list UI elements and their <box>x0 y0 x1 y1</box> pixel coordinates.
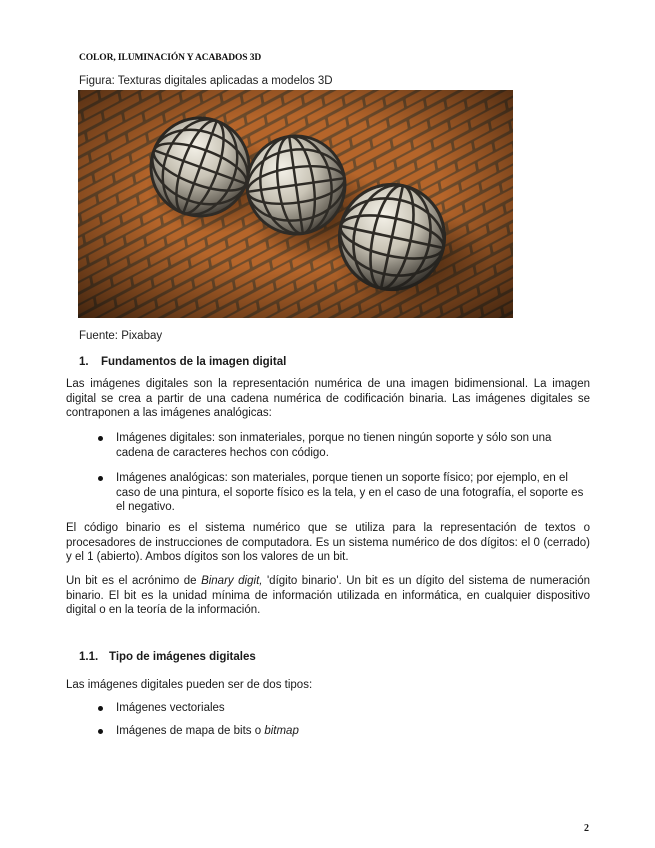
binary-code-paragraph: El código binario es el sistema numérico que se utiliza para la representación de textos o procesadores de instrucciones de computadora. Es un sistema numérico de dos dígitos: el 0 (cerrado) y el 1 (abierto). Ambos dígitos son los valores de un bit. <box>66 522 590 563</box>
figure-source: Fuente: Pixabay <box>79 330 163 342</box>
bullet-item <box>116 431 591 460</box>
figure-image <box>78 90 513 318</box>
section-heading-1-1 <box>79 651 256 663</box>
section-number: 1. <box>79 356 89 368</box>
bullet-text: Imágenes de mapa de bits o <box>116 725 265 737</box>
bit-paragraph-text: 'dígito binario'. Un bit es un dígito del sistema de numeración binario. El bit es la unidad mínima de información utilizada en informática, en cualquier dispositivo digital o en la teoría de la información. <box>66 575 591 616</box>
running-header: COLOR, ILUMINACIÓN Y ACABADOS 3D <box>79 53 262 63</box>
bullet-text: Imágenes vectoriales <box>116 702 225 714</box>
section1-intro-paragraph: Las imágenes digitales son la representación numérica de una imagen bidimensional. La imagen digital se crea a partir de una cadena numérica de codificación binaria. Las imágenes digitales se contraponen a las imágenes analógicas: <box>66 378 590 419</box>
bullet-item <box>116 724 591 739</box>
page-number: 2 <box>584 823 589 834</box>
bullet-dot <box>98 706 103 711</box>
bullet-dot <box>98 729 103 734</box>
section1-1-intro-paragraph: Las imágenes digitales pueden ser de dos tipos: <box>66 679 313 691</box>
bullet-italic: bitmap <box>264 725 299 737</box>
bullet-dot <box>98 436 103 441</box>
bit-paragraph <box>66 574 590 618</box>
bit-term-italic: Binary digit, <box>201 575 263 587</box>
section-number: 1.1. <box>79 651 99 663</box>
section-title: Tipo de imágenes digitales <box>109 651 256 663</box>
bit-paragraph-text: Un bit es el acrónimo de <box>66 575 202 587</box>
bullet-item <box>116 471 591 515</box>
bullet-dot <box>98 476 103 481</box>
bullet-text: Imágenes analógicas: son materiales, porque tienen un soporte físico; por ejemplo, en el caso de una pintura, el soporte físico es la tela, y en el caso de una fotografía, el soporte es el negativo. <box>116 472 584 513</box>
section-title: Fundamentos de la imagen digital <box>101 356 287 368</box>
bullet-item <box>116 701 591 716</box>
bullet-text: Imágenes digitales: son inmateriales, porque no tienen ningún soporte y sólo son una cadena de caracteres hechos con código. <box>116 432 552 459</box>
section-heading-1 <box>79 356 286 368</box>
figure-caption: Figura: Texturas digitales aplicadas a modelos 3D <box>79 75 333 87</box>
